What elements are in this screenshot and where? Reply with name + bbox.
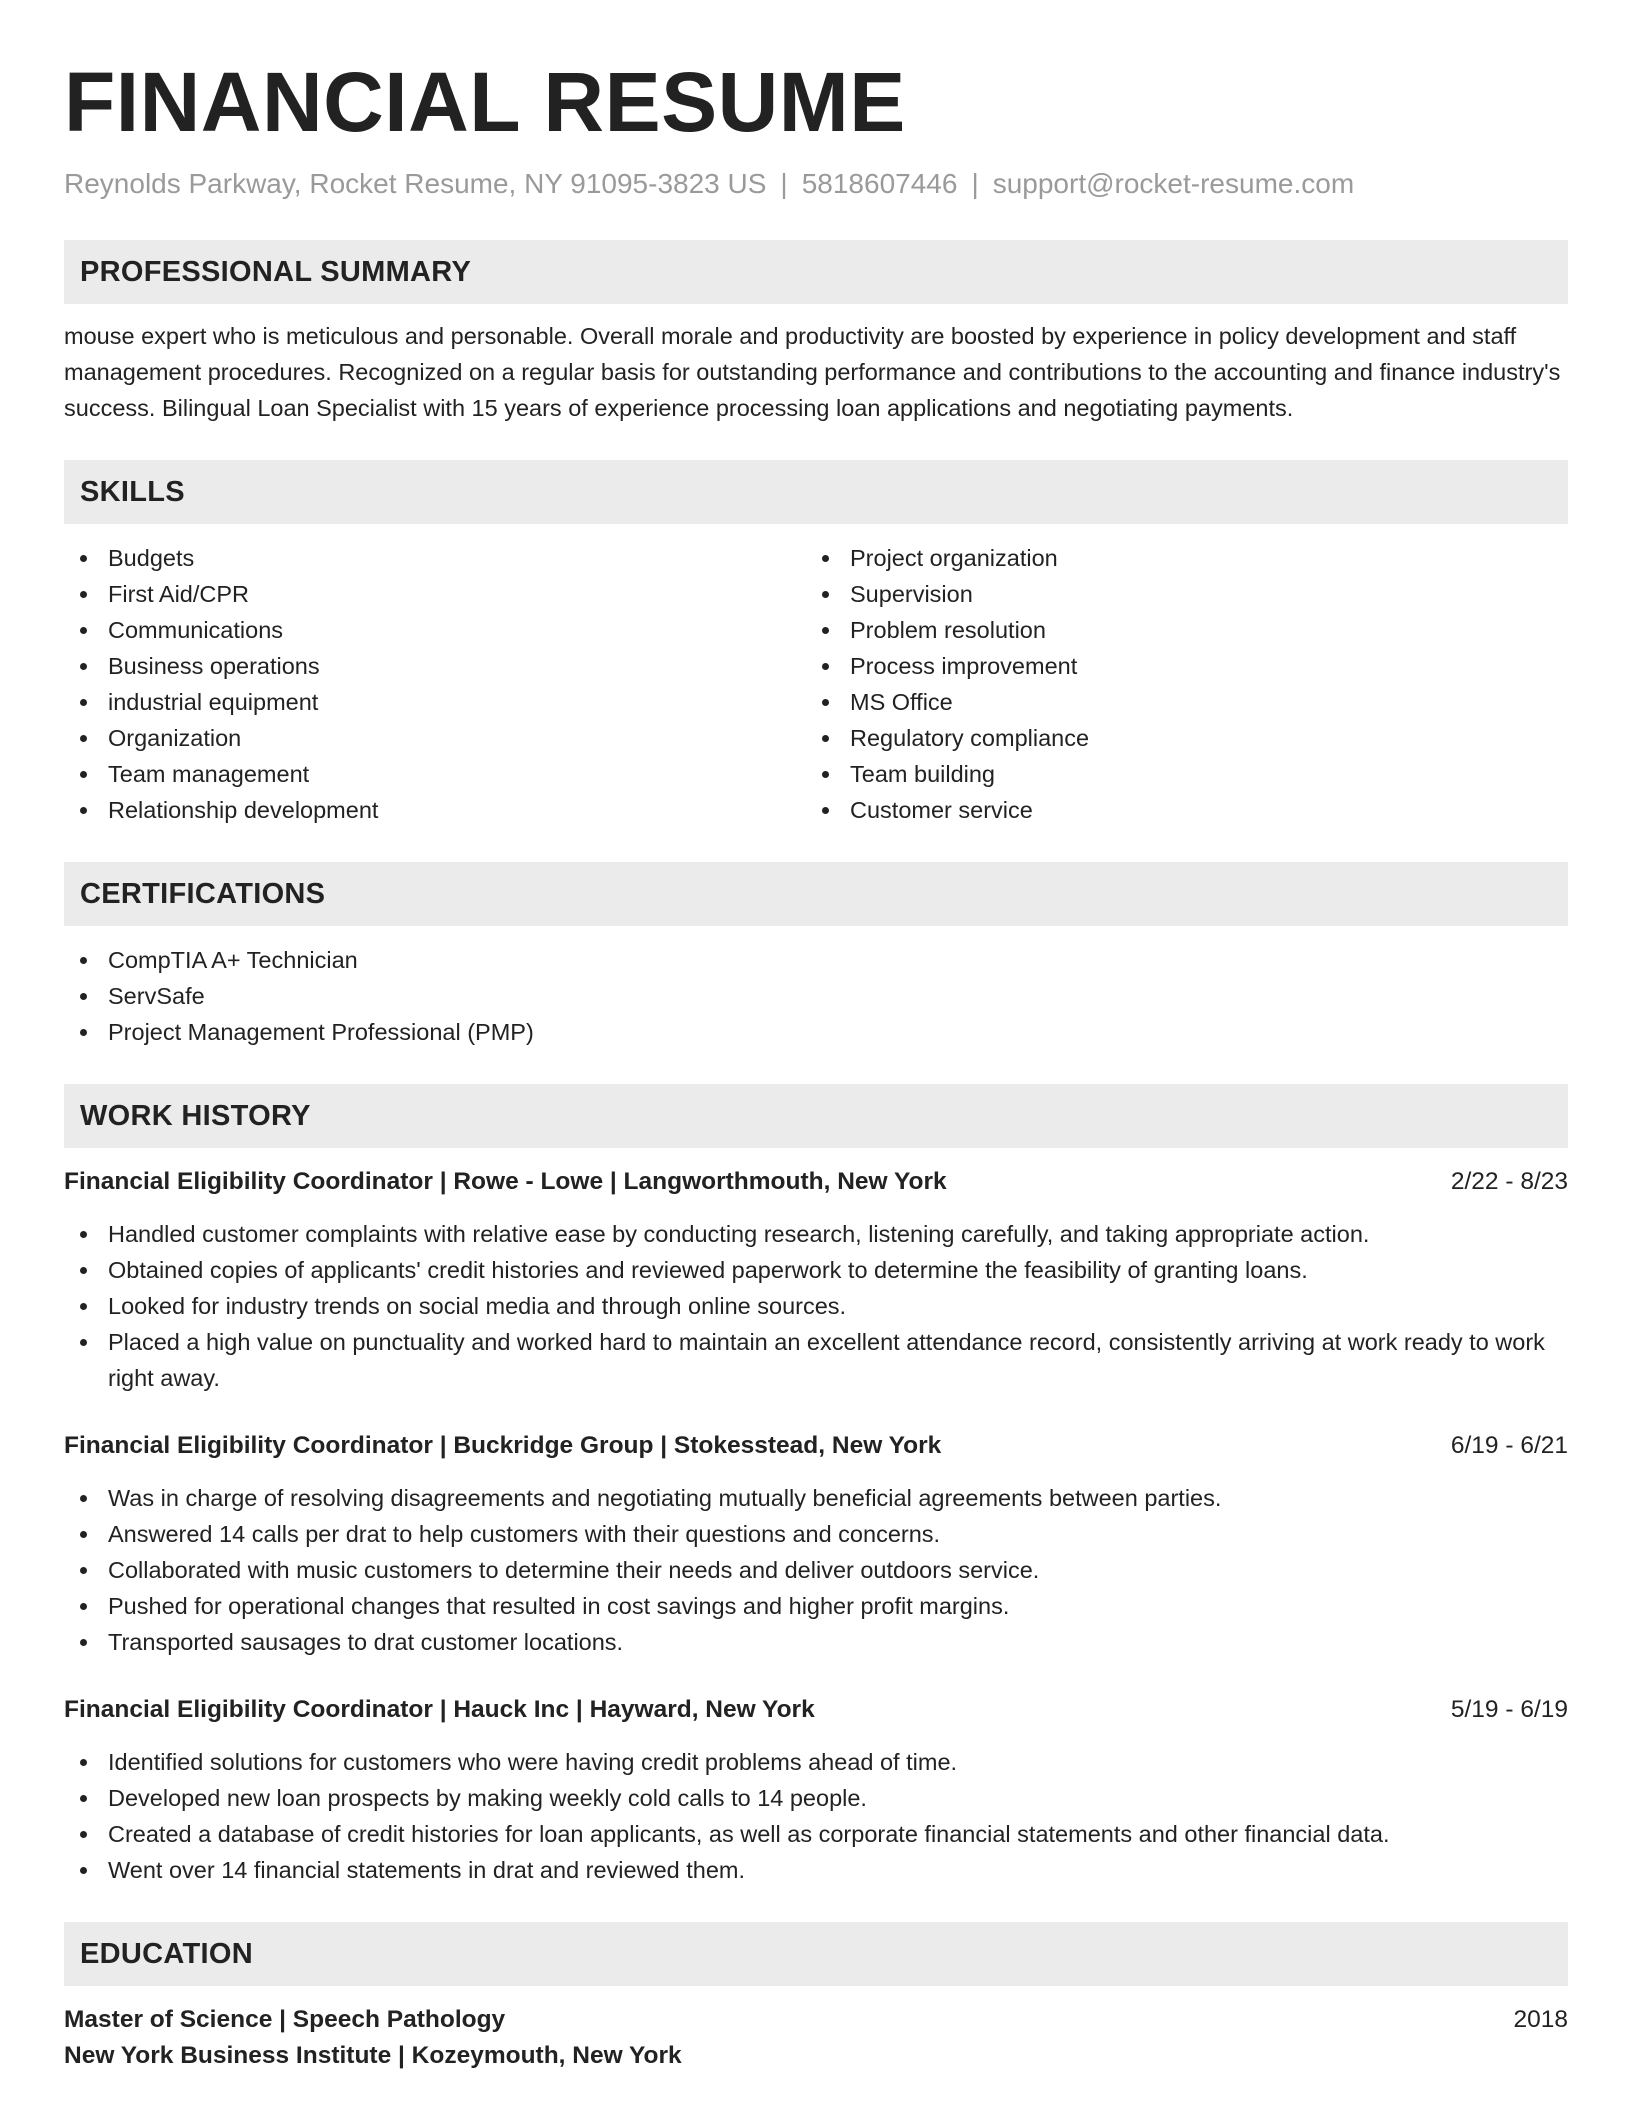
work-history-heading: WORK HISTORY (64, 1084, 1568, 1148)
job-bullet: Collaborated with music customers to determine their needs and deliver outdoors service. (64, 1552, 1568, 1588)
job-dates: 6/19 - 6/21 (1450, 1432, 1568, 1459)
resume-page (64, 52, 1568, 2074)
contact-line (64, 166, 1568, 202)
education-section (64, 1922, 1568, 2074)
job-title: Financial Eligibility Coordinator | Buckridge Group | Stokesstead, New York (64, 1432, 942, 1459)
certifications-list (64, 942, 1568, 1050)
skill-item: Team management (64, 756, 806, 792)
skills-grid (64, 540, 1568, 828)
skill-item: Customer service (806, 792, 1548, 828)
job-bullet: Handled customer complaints with relative ease by conducting research, listening carefully, and taking appropriate action. (64, 1216, 1568, 1252)
skill-item: Problem resolution (806, 612, 1548, 648)
job-header (64, 1164, 1568, 1200)
skill-item: Business operations (64, 648, 806, 684)
job-title: Financial Eligibility Coordinator | Hauck Inc | Hayward, New York (64, 1696, 815, 1723)
job-bullet: Identified solutions for customers who were having credit problems ahead of time. (64, 1744, 1568, 1780)
job-title: Financial Eligibility Coordinator | Rowe - Lowe | Langworthmouth, New York (64, 1168, 947, 1195)
certifications-heading: CERTIFICATIONS (64, 862, 1568, 926)
job-bullet: Was in charge of resolving disagreements and negotiating mutually beneficial agreements between parties. (64, 1480, 1568, 1516)
skills-list-left (64, 540, 806, 828)
skills-list-right (806, 540, 1548, 828)
job-header (64, 1428, 1568, 1464)
education-school-name: New York Business Institute | Kozeymouth, New York (64, 2042, 682, 2069)
job-bullet: Developed new loan prospects by making weekly cold calls to 14 people. (64, 1780, 1568, 1816)
skill-item: industrial equipment (64, 684, 806, 720)
job-bullet: Went over 14 financial statements in drat and reviewed them. (64, 1852, 1568, 1888)
contact-address: Reynolds Parkway, Rocket Resume, NY 91095-3823 US (64, 168, 767, 199)
contact-separator: | (971, 168, 979, 199)
certification-item: Project Management Professional (PMP) (64, 1014, 1568, 1050)
skill-item: MS Office (806, 684, 1548, 720)
resume-title: FINANCIAL RESUME (64, 55, 906, 149)
skill-item: Relationship development (64, 792, 806, 828)
skill-item: First Aid/CPR (64, 576, 806, 612)
job-header (64, 1692, 1568, 1728)
summary-text: mouse expert who is meticulous and personable. Overall morale and productivity are boosted by experience in policy development and staff management procedures. Recognized on a regular basis for outstanding performance and contributions to the accounting and finance industry's success. Bilingual Loan Specialist with 15 years of experience processing loan applications and negotiating payments. (64, 323, 1561, 421)
education-year: 2018 (1513, 2006, 1568, 2033)
skill-item: Organization (64, 720, 806, 756)
certification-item: CompTIA A+ Technician (64, 942, 1568, 978)
job-bullet: Answered 14 calls per drat to help customers with their questions and concerns. (64, 1516, 1568, 1552)
education-degree: Master of Science | Speech Pathology (64, 2006, 506, 2033)
job-bullet: Transported sausages to drat customer locations. (64, 1624, 1568, 1660)
job-bullets (64, 1480, 1568, 1660)
skills-heading: SKILLS (64, 460, 1568, 524)
job-entry (64, 1164, 1568, 1396)
job-bullet: Created a database of credit histories for loan applicants, as well as corporate financial statements and other financial data. (64, 1816, 1568, 1852)
job-bullets (64, 1216, 1568, 1396)
skills-section (64, 460, 1568, 828)
skill-item: Project organization (806, 540, 1548, 576)
education-heading: EDUCATION (64, 1922, 1568, 1986)
work-history-section (64, 1084, 1568, 1888)
education-school (64, 2038, 1568, 2074)
certification-item: ServSafe (64, 978, 1568, 1014)
education-entry (64, 2002, 1568, 2074)
contact-separator: | (780, 168, 788, 199)
job-dates: 2/22 - 8/23 (1450, 1168, 1568, 1195)
job-bullets (64, 1744, 1568, 1888)
skill-item: Budgets (64, 540, 806, 576)
job-entry (64, 1428, 1568, 1660)
certifications-section (64, 862, 1568, 1050)
job-bullet: Obtained copies of applicants' credit histories and reviewed paperwork to determine the feasibility of granting loans. (64, 1252, 1568, 1288)
job-bullet: Looked for industry trends on social media and through online sources. (64, 1288, 1568, 1324)
job-bullet: Placed a high value on punctuality and worked hard to maintain an excellent attendance record, consistently arriving at work ready to work right away. (64, 1324, 1568, 1396)
job-bullet: Pushed for operational changes that resulted in cost savings and higher profit margins. (64, 1588, 1568, 1624)
summary-section (64, 240, 1568, 426)
contact-phone: 5818607446 (801, 168, 958, 199)
summary-heading: PROFESSIONAL SUMMARY (64, 240, 1568, 304)
job-dates: 5/19 - 6/19 (1450, 1696, 1568, 1723)
skill-item: Process improvement (806, 648, 1548, 684)
skill-item: Supervision (806, 576, 1548, 612)
skill-item: Regulatory compliance (806, 720, 1548, 756)
skill-item: Communications (64, 612, 806, 648)
skill-item: Team building (806, 756, 1548, 792)
job-entry (64, 1692, 1568, 1888)
contact-email: support@rocket-resume.com (992, 168, 1355, 199)
education-header (64, 2002, 1568, 2038)
